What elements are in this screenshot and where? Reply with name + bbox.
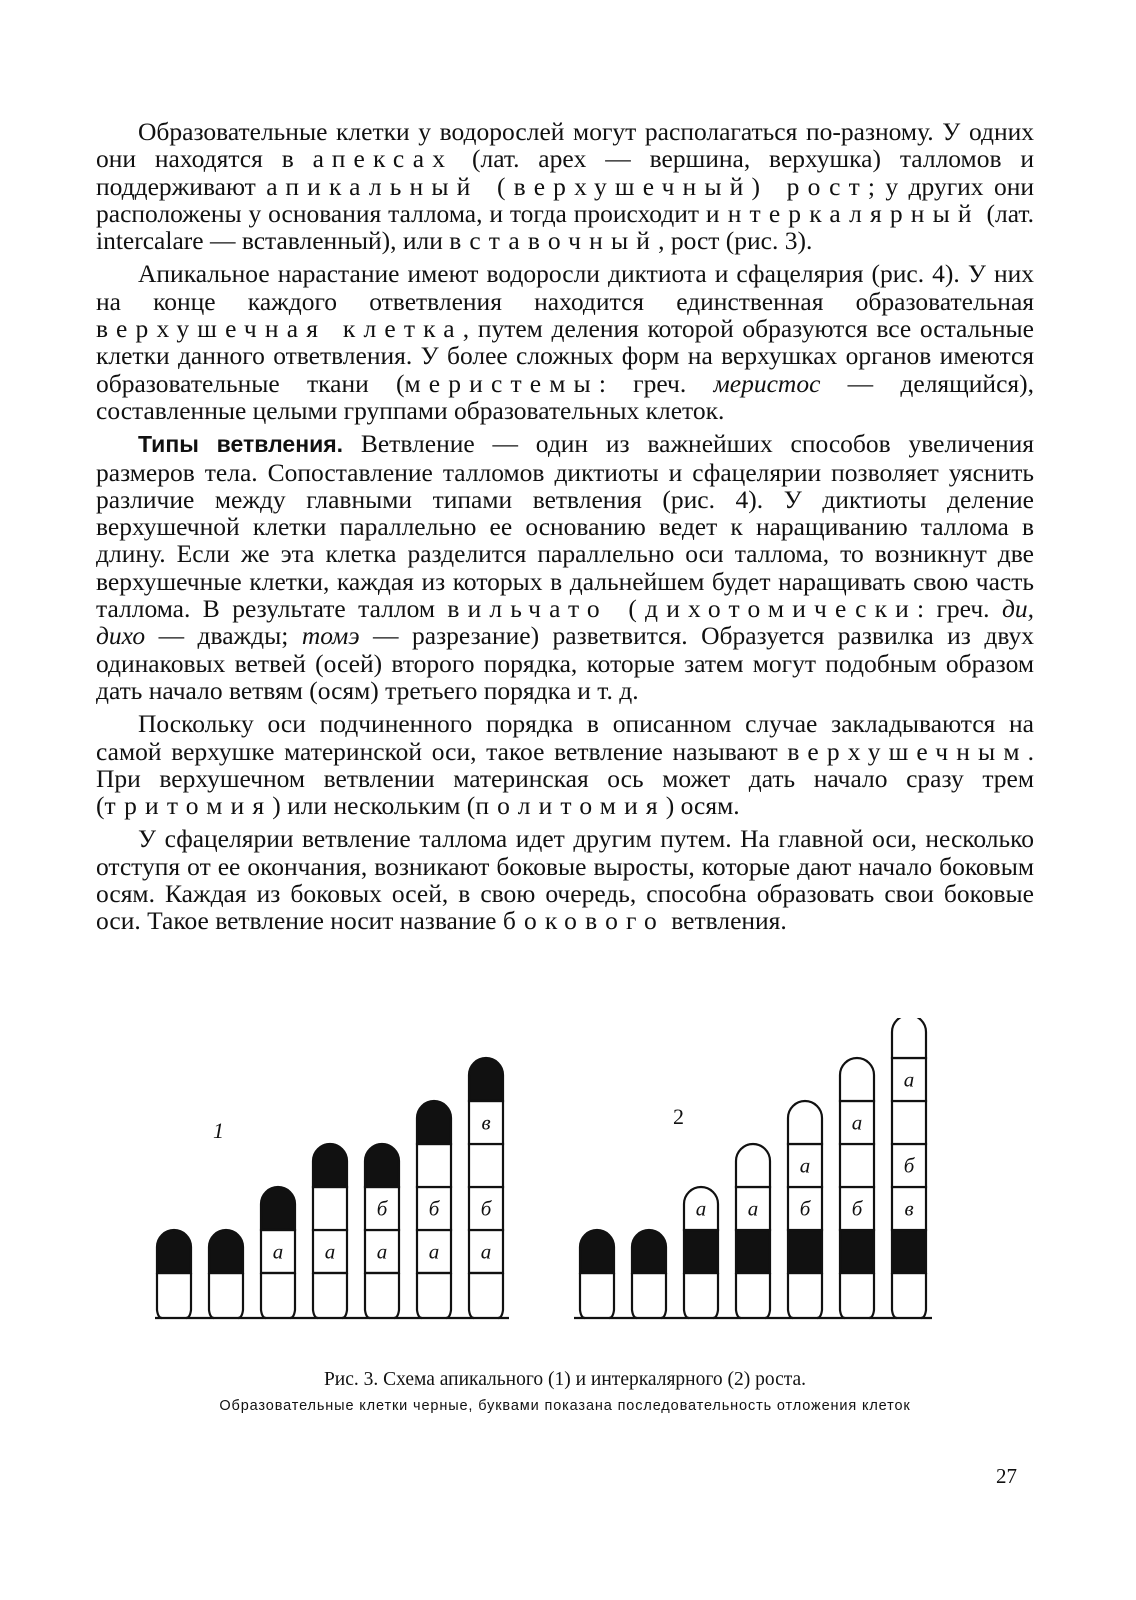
cell-wall xyxy=(394,1273,399,1318)
text-run: ветвления. xyxy=(664,906,787,936)
meristem-cell xyxy=(632,1230,666,1273)
meristem-cell xyxy=(365,1144,399,1187)
cell-label: а xyxy=(903,1067,915,1092)
meristem-cell xyxy=(469,1058,503,1101)
paragraph xyxy=(96,825,1034,934)
thallus-column xyxy=(684,1187,718,1318)
page-number: 27 xyxy=(996,1464,1017,1488)
text-run: : греч. xyxy=(916,594,1002,624)
thallus-column xyxy=(313,1144,347,1318)
text-run: бокового xyxy=(502,906,665,936)
thallus-column xyxy=(469,1058,503,1318)
cell-label: б xyxy=(799,1196,811,1221)
cell-label: б xyxy=(480,1196,492,1221)
cell-wall xyxy=(892,1273,897,1318)
text-run: Апикальное нарастание имеют водоросли диктиота и сфацелярия (рис. 4). У них на конце каждого ответвления находится единственная образовательная xyxy=(96,259,1034,316)
cell-label: б xyxy=(851,1196,863,1221)
text-run: — разрезание) разветвится. Образуется развилка из двух одинаковых ветвей (осей) второго порядка, которые затем могут подобным образом дать начало ветвям (осям) третьего порядка и т. д. xyxy=(96,621,1034,705)
thallus-column xyxy=(892,1018,926,1318)
text-run: верхушечная клетка xyxy=(96,314,463,344)
cell-wall xyxy=(661,1273,666,1318)
cell-label: а xyxy=(376,1239,388,1264)
text-run: тритомия xyxy=(104,791,273,821)
page-text xyxy=(96,118,1034,941)
thallus-column xyxy=(788,1101,822,1318)
cell-label: б xyxy=(903,1153,915,1178)
cell-label: а xyxy=(480,1239,492,1264)
meristem-cell xyxy=(892,1230,926,1273)
text-run: ) или нескольким ( xyxy=(272,791,476,821)
cell xyxy=(840,1058,874,1101)
meristem-cell xyxy=(209,1230,243,1273)
cell-wall xyxy=(342,1273,347,1318)
text-run: вставочный xyxy=(449,226,659,256)
text-run: интеркалярный xyxy=(705,198,980,228)
cell-label: б xyxy=(428,1196,440,1221)
cell-wall xyxy=(157,1273,162,1318)
figure-label-2: 2 xyxy=(673,1104,684,1129)
paragraph xyxy=(96,260,1034,424)
text-run: . При верхушечном ветвлении материнская ось может дать начало сразу трем ( xyxy=(96,736,1034,821)
cell-label: в xyxy=(481,1110,491,1135)
thallus-column xyxy=(840,1058,874,1318)
text-run: томэ xyxy=(301,621,360,651)
cell-wall xyxy=(765,1273,770,1318)
meristem-cell xyxy=(684,1230,718,1273)
thallus-column xyxy=(365,1144,399,1318)
cell-label: а xyxy=(851,1110,863,1135)
cell-wall xyxy=(788,1273,793,1318)
cell-label: в xyxy=(904,1196,914,1221)
meristem-cell xyxy=(261,1187,295,1230)
cell xyxy=(788,1101,822,1144)
thallus-column xyxy=(417,1101,451,1318)
text-run: политомия xyxy=(475,791,666,821)
paragraph xyxy=(96,430,1034,704)
section-heading: Типы ветвления. xyxy=(138,431,344,458)
text-run: , путем деления которой образуются все остальные клетки данного ответвления. У более сложных форм на верхушках органов имеются образовательные ткани ( xyxy=(96,314,1034,398)
text-run: меристемы xyxy=(404,368,599,398)
text-run: Образовательные клетки у водорослей могут располагаться по-разному. У одних они находятся в xyxy=(96,117,1034,174)
cell xyxy=(736,1144,770,1187)
meristem-cell xyxy=(157,1230,191,1273)
thallus-column xyxy=(632,1230,666,1318)
meristem-cell xyxy=(313,1144,347,1187)
text-run: вильчато (дихотомически xyxy=(447,594,917,624)
cell-label: а xyxy=(695,1196,707,1221)
cell-wall xyxy=(290,1273,295,1318)
meristem-cell xyxy=(580,1230,614,1273)
text-run: апексах xyxy=(312,144,454,174)
figure-growth-scheme xyxy=(155,1018,975,1348)
cell-wall xyxy=(580,1273,585,1318)
text-run: Ветвление — один из важнейших способов увеличения размеров тела. Сопоставление талломов диктиоты и сфацелярии позволяет уяснить различие между главными типами ветвления (рис. 4). У диктиоты деление верхушечной клетки параллельно ее основанию ведет к наращиванию таллома в длину. Если же эта клетка разделится параллельно оси таллома, то возникнут две верхушечные клетки, каждая из которых в дальнейшем будет наращивать свою часть таллома. В результате таллом xyxy=(96,429,1034,624)
cell-wall xyxy=(498,1273,503,1318)
cell-wall xyxy=(736,1273,741,1318)
text-run: апикальный (верхушечный) рост xyxy=(266,171,868,201)
cell-label: б xyxy=(376,1196,388,1221)
caption-note: Образовательные клетки черные, буквами показана последовательность отложения клеток xyxy=(219,1398,911,1414)
cell xyxy=(469,1144,503,1187)
cell-wall xyxy=(365,1273,370,1318)
cell-wall xyxy=(469,1273,474,1318)
figure-label-1: 1 xyxy=(213,1118,224,1143)
cell-wall xyxy=(238,1273,243,1318)
meristem-cell xyxy=(417,1101,451,1144)
thallus-column xyxy=(209,1230,243,1318)
cell-wall xyxy=(313,1273,318,1318)
text-run: У сфацелярии ветвление таллома идет другим путем. На главной оси, несколько отступя от ее окончания, возникают боковые выросты, которые дают начало боковым осям. Каждая из боковых осей, в свою очередь, способна образовать свои боковые оси. Такое ветвление носит название xyxy=(96,824,1034,936)
cell-wall xyxy=(869,1273,874,1318)
cell-wall xyxy=(261,1273,266,1318)
figure-diagram xyxy=(155,1018,975,1348)
cell-label: а xyxy=(799,1153,811,1178)
cell xyxy=(892,1101,926,1144)
text-run: : греч. xyxy=(598,368,714,398)
text-run: ди, дихо xyxy=(96,594,1034,651)
cell-label: а xyxy=(747,1196,759,1221)
cell-wall xyxy=(186,1273,191,1318)
cell-wall xyxy=(632,1273,637,1318)
cell-label: а xyxy=(428,1239,440,1264)
paragraph xyxy=(96,118,1034,254)
cell xyxy=(313,1187,347,1230)
meristem-cell xyxy=(736,1230,770,1273)
cell-wall xyxy=(446,1273,451,1318)
thallus-column xyxy=(736,1144,770,1318)
paragraph xyxy=(96,710,1034,819)
thallus-column xyxy=(580,1230,614,1318)
cell-wall xyxy=(209,1273,214,1318)
cell-wall xyxy=(609,1273,614,1318)
thallus-column xyxy=(157,1230,191,1318)
text-run: (лат. intercalare — вставленный), или xyxy=(96,198,1034,256)
cell-wall xyxy=(684,1273,689,1318)
text-run: (лат. apex — вершина, верхушка) талломов и поддерживают xyxy=(96,144,1034,201)
cell-label: а xyxy=(272,1239,284,1264)
text-run: верхушечным xyxy=(787,736,1028,766)
text-run: , рост (рис. 3). xyxy=(658,226,813,256)
meristem-cell xyxy=(788,1230,822,1273)
cell-wall xyxy=(840,1273,845,1318)
text-run: Поскольку оси подчиненного порядка в описанном случае закладываются на самой верхушке материнской оси, такое ветвление называют xyxy=(96,709,1034,766)
text-run: — делящийся), составленные целыми группами образовательных клеток. xyxy=(96,368,1034,425)
thallus-column xyxy=(261,1187,295,1318)
cell-label: а xyxy=(324,1239,336,1264)
cell-wall xyxy=(713,1273,718,1318)
cell xyxy=(892,1018,926,1058)
cell-wall xyxy=(921,1273,926,1318)
cell xyxy=(417,1144,451,1187)
text-run: — дважды; xyxy=(145,621,302,651)
cell-wall xyxy=(817,1273,822,1318)
meristem-cell xyxy=(840,1230,874,1273)
cell-wall xyxy=(417,1273,422,1318)
text-run: ) осям. xyxy=(665,791,740,821)
caption-title: Рис. 3. Схема апикального (1) и интеркалярного (2) роста. xyxy=(323,1369,807,1390)
text-run: ; у других они расположены у основания таллома, и тогда происходит xyxy=(96,171,1034,228)
figure-caption xyxy=(96,1368,1034,1416)
cell xyxy=(840,1144,874,1187)
text-run: меристос xyxy=(713,368,821,398)
